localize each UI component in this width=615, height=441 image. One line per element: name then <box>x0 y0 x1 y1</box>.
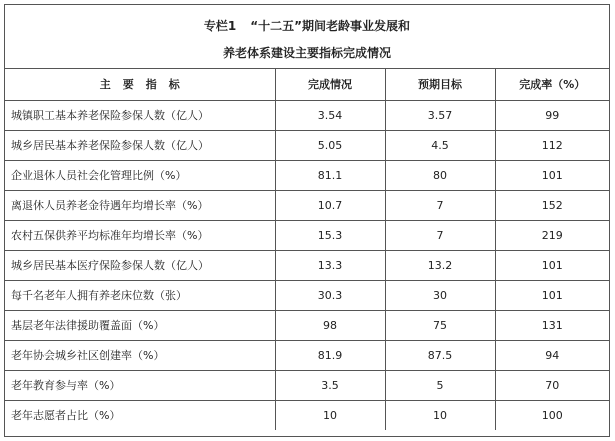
table-row <box>5 220 609 250</box>
table-row <box>5 250 609 280</box>
table-row <box>5 310 609 340</box>
target-value: 7 <box>385 190 495 220</box>
indicator-name: 老年志愿者占比（%） <box>5 400 275 430</box>
completion-rate: 94 <box>495 340 609 370</box>
completion-rate: 219 <box>495 220 609 250</box>
indicator-table-panel <box>4 4 610 437</box>
completion-rate: 100 <box>541 408 563 422</box>
actual-value: 5.05 <box>275 130 385 160</box>
table-title-line2: 养老体系建设主要指标完成情况 <box>222 46 391 60</box>
indicator-name: 基层老年法律援助覆盖面（%） <box>5 310 275 340</box>
table-title-line1 <box>5 5 609 36</box>
table-row <box>5 130 609 160</box>
table-row <box>5 370 609 400</box>
completion-rate: 101 <box>495 250 609 280</box>
indicator-name: 城镇职工基本养老保险参保人数（亿人） <box>5 100 275 130</box>
target-value: 3.57 <box>385 100 495 130</box>
indicator-name: 城乡居民基本医疗保险参保人数（亿人） <box>5 250 275 280</box>
indicator-name: 老年教育参与率（%） <box>5 370 275 400</box>
indicator-name: 企业退休人员社会化管理比例（%） <box>5 160 275 190</box>
target-value: 4.5 <box>385 130 495 160</box>
header-indicator: 主要指标 <box>5 69 275 100</box>
table-row <box>5 280 609 310</box>
completion-rate: 131 <box>495 310 609 340</box>
completion-rate: 101 <box>495 280 609 310</box>
indicator-name: 每千名老年人拥有养老床位数（张） <box>5 280 275 310</box>
header-rate: 完成率（%） <box>495 69 609 100</box>
table-header-row <box>5 69 609 100</box>
indicator-name: 离退休人员养老金待遇年均增长率（%） <box>5 190 275 220</box>
table-title-prefix: 专栏1 <box>203 19 237 33</box>
indicator-name: 老年协会城乡社区创建率（%） <box>5 340 275 370</box>
target-value: 80 <box>385 160 495 190</box>
actual-value: 13.3 <box>275 250 385 280</box>
table-title-main: “十二五”期间老龄事业发展和 <box>250 19 411 33</box>
table-title-block <box>5 5 609 69</box>
actual-value: 15.3 <box>275 220 385 250</box>
actual-value: 3.5 <box>275 370 385 400</box>
target-value: 75 <box>385 310 495 340</box>
target-value: 87.5 <box>385 340 495 370</box>
target-value: 7 <box>385 220 495 250</box>
target-value: 10 <box>385 400 495 430</box>
actual-value: 10 <box>275 400 385 430</box>
actual-value: 81.1 <box>275 160 385 190</box>
target-value: 5 <box>385 370 495 400</box>
completion-rate: 152 <box>495 190 609 220</box>
header-target: 预期目标 <box>385 69 495 100</box>
target-value: 13.2 <box>385 250 495 280</box>
actual-value: 81.9 <box>275 340 385 370</box>
completion-rate: 101 <box>495 160 609 190</box>
completion-rate: 99 <box>495 100 609 130</box>
completion-rate: 70 <box>495 370 609 400</box>
indicator-name: 农村五保供养平均标准年均增长率（%） <box>5 220 275 250</box>
target-value: 30 <box>385 280 495 310</box>
indicator-name: 城乡居民基本养老保险参保人数（亿人） <box>5 130 275 160</box>
table-row <box>5 190 609 220</box>
header-actual: 完成情况 <box>275 69 385 100</box>
completion-rate: 112 <box>495 130 609 160</box>
table-row <box>5 400 609 430</box>
actual-value: 30.3 <box>275 280 385 310</box>
table-row <box>5 340 609 370</box>
actual-value: 98 <box>275 310 385 340</box>
table-row <box>5 160 609 190</box>
indicator-table <box>5 69 609 430</box>
actual-value: 3.54 <box>275 100 385 130</box>
actual-value: 10.7 <box>275 190 385 220</box>
table-row <box>5 100 609 130</box>
